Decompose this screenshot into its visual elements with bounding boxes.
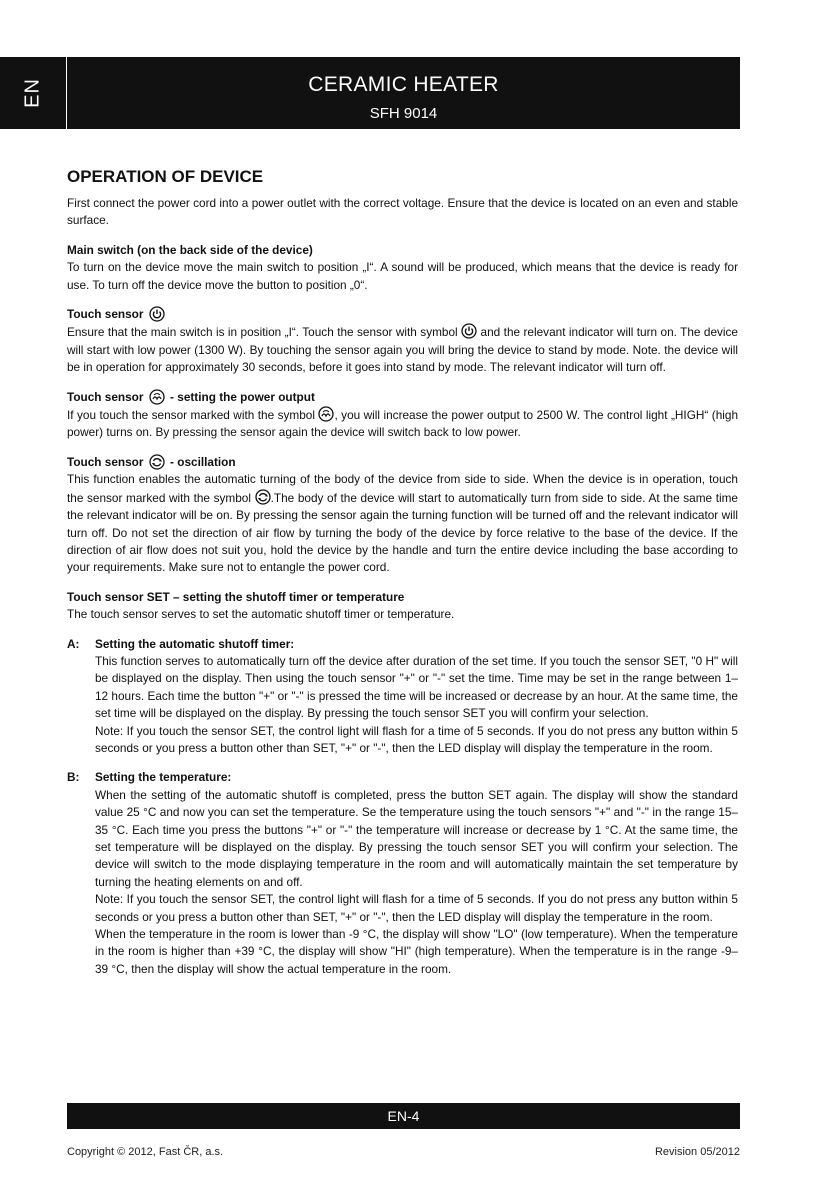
item-b-note: Note: If you touch the sensor SET, the control light will flash for a time of 5 seconds. If you do not press any button within 5 seconds or you press a button other than SET, "+" or "-", then the LED display will display the temperature in the room.	[95, 892, 738, 924]
item-b	[67, 769, 738, 978]
document-title: CERAMIC HEATER	[308, 73, 499, 96]
touch-output-heading-label: Touch sensor	[67, 389, 144, 404]
heat-output-icon	[149, 389, 165, 405]
item-b-text-2: When the temperature in the room is lower than -9 °C, the display will show "LO" (low temperature). When the temperature in the room is higher than +39 °C, the display will show "HI" (high temperature). When the temperature is in the range -9–39 °C, then the display will show the actual temperature in the room.	[95, 927, 738, 976]
revision: Revision 05/2012	[654, 1146, 740, 1158]
main-content	[67, 166, 738, 978]
touch-oscillation-text	[67, 471, 738, 576]
touch-output-text-2: , you will increase the power output to 2500 W. The control light „HIGH“ (high power) turns on. By pressing the sensor again the device will switch back to low power.	[67, 408, 739, 440]
item-a	[67, 636, 738, 758]
touch-oscillation-heading-suffix: - oscillation	[170, 454, 236, 469]
item-a-letter: A:	[67, 636, 80, 651]
section-title: OPERATION OF DEVICE	[67, 167, 264, 186]
language-label: EN	[21, 78, 44, 108]
oscillation-icon	[149, 454, 165, 470]
touch-oscillation-heading	[67, 454, 738, 471]
model-number: SFH 9014	[369, 105, 438, 122]
power-icon	[149, 306, 165, 322]
main-switch-heading: Main switch (on the back side of the device)	[67, 242, 313, 257]
item-b-letter: B:	[67, 770, 80, 785]
item-b-text: When the setting of the automatic shutoff is completed, press the button SET again. The display will show the standard value 25 °C and now you can set the temperature. Se the temperature using the touch sensors "+" and "-" in the range 15–35 °C. Each time you press the buttons "+" or "-" the temperature will increase or decrease by 1 °C. At the same time, the set temperature will be displayed on the display. By pressing the touch sensor SET you will confirm your selection. The device will switch to the mode displaying temperature in the room and will automatically maintain the set temperature by turning the heating elements on and off.	[95, 787, 738, 889]
main-switch-text: To turn on the device move the main switch to position „I“. A sound will be produced, which means that the device is ready for use. To turn off the device move the button to position „0“.	[67, 260, 738, 292]
touch-power-text	[67, 323, 738, 376]
intro-paragraph: First connect the power cord into a power outlet with the correct voltage. Ensure that the device is located on an even and stable surface.	[67, 196, 738, 228]
copyright: Copyright © 2012, Fast ČR, a.s.	[67, 1146, 224, 1158]
touch-power-heading-label: Touch sensor	[67, 307, 144, 322]
heat-output-icon	[318, 406, 334, 422]
touch-output-text-1: If you touch the sensor marked with the symbol	[67, 408, 315, 423]
oscillation-icon	[255, 489, 271, 505]
touch-oscillation-text-2: .The body of the device will start to automatically turn from side to side. At the same time the relevant indicator will be on. By pressing the sensor again the turning function will be turned off and the relevant indicator will turn off. Do not set the direction of air flow by turning the body of the device by force relative to the base of the device. If the direction of air flow does not suit you, hold the device by the handle and turn the entire device including the base according to your requirements. Make sure not to entangle the power cord.	[67, 490, 738, 575]
touch-power-text-2: and the relevant indicator will turn on. The device will start with low power (1300 W). By touching the sensor again you will bring the device to stand by mode. Note. the device will be in operation for approximately 30 seconds, before it goes into stand by mode. The relevant indicator will turn off.	[67, 325, 738, 375]
touch-oscillation-heading-label: Touch sensor	[67, 454, 144, 469]
touch-output-heading-suffix: - setting the power output	[170, 389, 315, 404]
power-icon	[461, 323, 477, 339]
item-a-note: Note: If you touch the sensor SET, the control light will flash for a time of 5 seconds. If you do not press any button within 5 seconds or you press a button other than SET, "+" or "-", then the LED display will display the temperature in the room.	[95, 723, 738, 755]
footer-bar	[67, 1103, 740, 1129]
touch-power-text-1: Ensure that the main switch is in position „I“. Touch the sensor with symbol	[67, 325, 458, 340]
item-a-text: This function serves to automatically turn off the device after duration of the set time. If you touch the sensor SET, "0 H" will be displayed on the display. Then using the touch sensor "+" or "-" set the time. Time may be set in the range between 1–12 hours. Each time the button "+" or "-" is pressed the time will be increased or decrease by an hour. At the same time, the set time will be displayed on the display. By pressing the touch sensor SET you will confirm your selection.	[95, 653, 738, 721]
page-number: EN-4	[387, 1108, 420, 1124]
language-tab	[0, 57, 66, 129]
touch-output-text	[67, 406, 738, 442]
item-b-title: Setting the temperature:	[95, 770, 232, 785]
touch-output-heading	[67, 389, 738, 406]
item-a-title: Setting the automatic shutoff timer:	[95, 636, 295, 651]
touch-set-text: The touch sensor serves to set the automatic shutoff timer or temperature.	[67, 607, 455, 622]
touch-power-heading	[67, 306, 738, 323]
header-bar	[67, 57, 740, 129]
touch-oscillation-text-1: This function enables the automatic turning of the body of the device from side to side. When the device is in operation, touch the sensor marked with the symbol	[67, 472, 738, 505]
touch-set-heading: Touch sensor SET – setting the shutoff timer or temperature	[67, 589, 405, 604]
